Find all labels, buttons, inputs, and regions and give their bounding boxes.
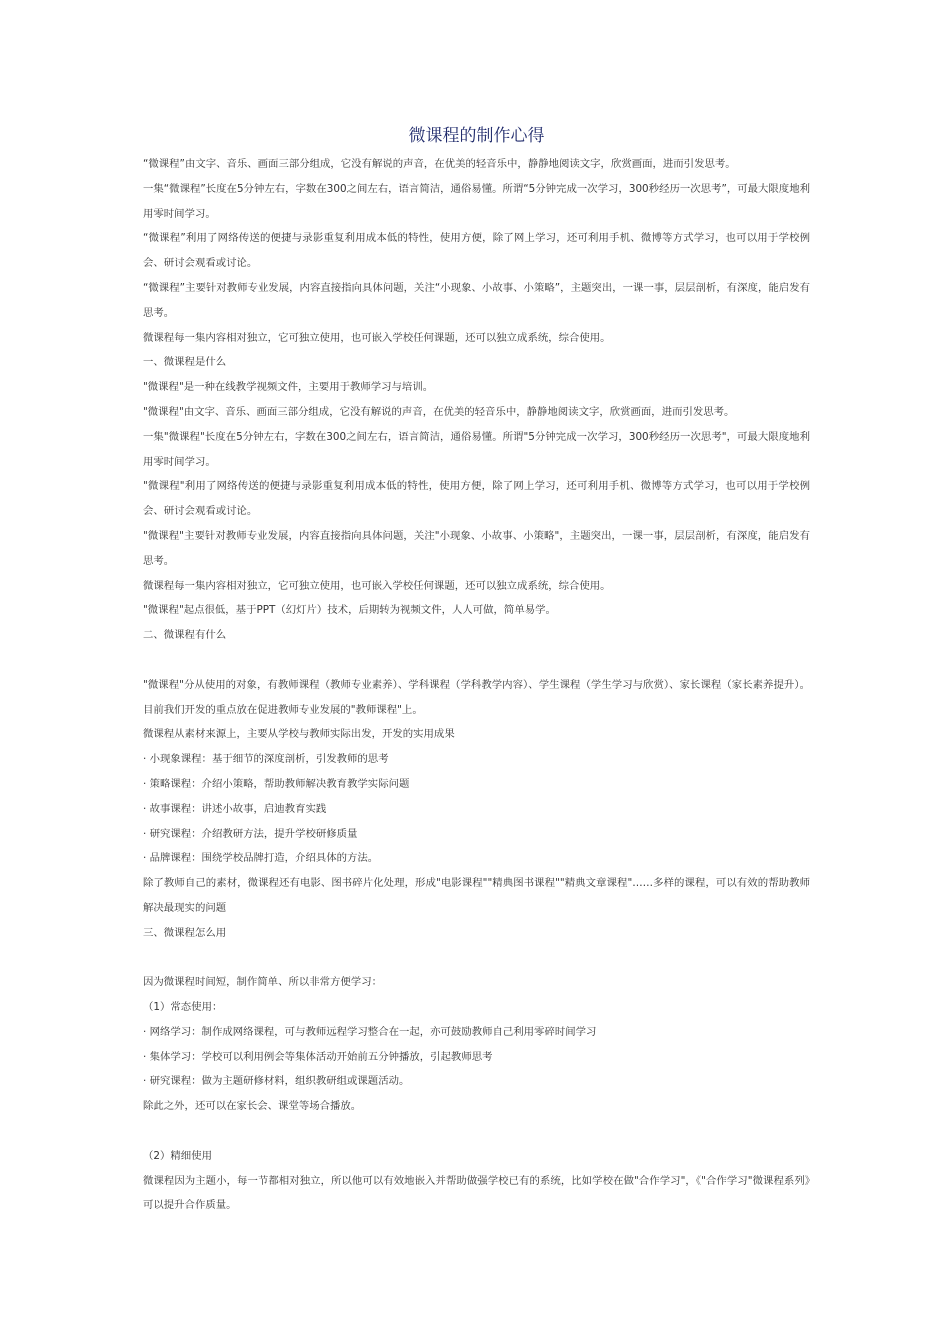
paragraph: “微课程”利用了网络传送的便捷与录影重复利用成本低的特性，使用方便，除了网上学习，还可利用手机、微博等方式学习，也可以用于学校例会、研讨会观看或讨论。 [143,232,810,270]
paragraph: 微课程从素材来源上，主要从学校与教师实际出发，开发的实用成果 [143,728,455,741]
section-heading: 三、微课程怎么用 [143,926,227,939]
paragraph: "微课程"利用了网络传送的便捷与录影重复利用成本低的特性，使用方便，除了网上学习，还可利用手机、微博等方式学习，也可以用于学校例会、研讨会观看或讨论。 [143,480,810,518]
subheading: （1）常态使用： [143,1001,223,1014]
list-item: · 品牌课程：围绕学校品牌打造，介绍具体的方法。 [143,852,379,865]
list-item: · 策略课程：介绍小策略，帮助教师解决教育教学实际问题 [143,777,410,790]
paragraph: "微课程"起点很低，基于PPT（幻灯片）技术，后期转为视频文件，人人可做，简单易学。 [143,604,556,617]
document-title: 微课程的制作心得 [408,126,545,146]
blank-line [143,946,810,971]
section-heading: 一、微课程是什么 [143,356,227,369]
paragraph: “微课程”由文字、音乐、画面三部分组成，它没有解说的声音，在优美的轻音乐中，静静地阅读文字，欣赏画面，进而引发思考。 [143,158,736,170]
paragraph: 除了教师自己的素材，微课程还有电影、图书碎片化处理，形成"电影课程""精典图书课程""精典文章课程"……多样的课程，可以有效的帮助教师解决最现实的问题 [143,877,810,914]
section-heading: 二、微课程有什么 [143,629,227,642]
paragraph: 微课程因为主题小，每一节都相对独立，所以他可以有效地嵌入并帮助做强学校已有的系统，比如学校在做"合作学习"，《"合作学习"微课程系列》可以提升合作质量。 [143,1174,810,1212]
paragraph: 微课程每一集内容相对独立，它可独立使用，也可嵌入学校任何课题，还可以独立成系统，综合使用。 [143,331,611,344]
paragraph: "微课程"主要针对教师专业发展，内容直接指向具体问题，关注"小现象、小故事、小策略"，主题突出，一课一事，层层剖析，有深度，能启发有思考。 [143,529,810,567]
document-page [143,122,810,1218]
paragraph: "微课程"分从使用的对象，有教师课程（教师专业素养）、学科课程（学科教学内容）、学生课程（学生学习与欣赏）、家长课程（家长素养提升）。目前我们开发的重点放在促进教师专业发展的"教师课程"上。 [143,678,810,716]
list-item: · 小现象课程：基于细节的深度剖析，引发教师的思考 [143,753,389,766]
list-item: · 故事课程：讲述小故事，启迪教育实践 [143,802,327,815]
blank-line [143,648,810,673]
list-item: · 集体学习：学校可以利用例会等集体活动开始前五分钟播放，引起教师思考 [143,1050,493,1063]
paragraph: 因为微课程时间短，制作简单、所以非常方便学习： [143,976,382,989]
paragraph: 除此之外，还可以在家长会、课堂等场合播放。 [143,1100,362,1113]
paragraph: “微课程”主要针对教师专业发展，内容直接指向具体问题，关注“小现象、小故事、小策略”，主题突出，一课一事，层层剖析，有深度，能启发有思考。 [143,281,810,319]
paragraph: 微课程每一集内容相对独立，它可独立使用，也可嵌入学校任何课题，还可以独立成系统，综合使用。 [143,579,611,592]
document-body [143,152,810,1218]
paragraph: "微课程"是一种在线教学视频文件，主要用于教师学习与培训。 [143,381,434,394]
paragraph: 一集“微课程”长度在5分钟左右，字数在300之间左右，语言简洁，通俗易懂。所谓“5分钟完成一次学习，300秒经历一次思考”，可最大限度地利用零时间学习。 [143,182,810,220]
paragraph: "微课程"由文字、音乐、画面三部分组成，它没有解说的声音，在优美的轻音乐中，静静地阅读文字，欣赏画面，进而引发思考。 [143,405,735,418]
paragraph: 一集"微课程"长度在5分钟左右，字数在300之间左右，语言简洁，通俗易懂。所谓"5分钟完成一次学习，300秒经历一次思考"，可最大限度地利用零时间学习。 [143,430,810,468]
list-item: · 研究课程：做为主题研修材料，组织教研组或课题活动。 [143,1075,410,1088]
list-item: · 网络学习：制作成网络课程，可与教师远程学习整合在一起，亦可鼓励教师自己利用零碎时间学习 [143,1025,597,1038]
blank-line [143,1119,810,1144]
list-item: · 研究课程：介绍教研方法，提升学校研修质量 [143,827,358,840]
subheading: （2）精细使用 [143,1149,212,1162]
